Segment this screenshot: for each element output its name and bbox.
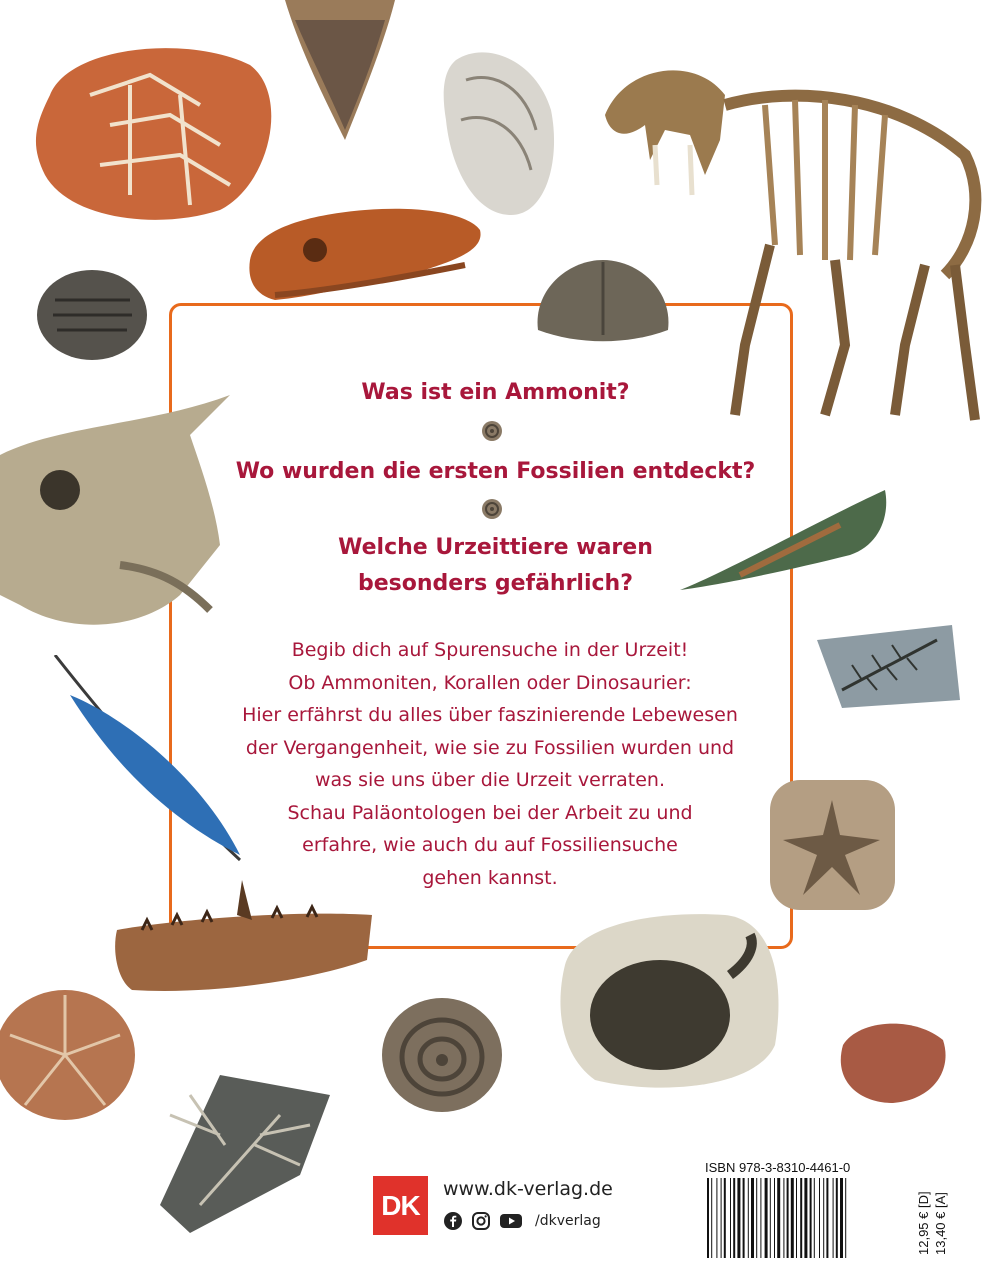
blurb-line: Schau Paläontologen bei der Arbeit zu und	[287, 801, 693, 824]
fern-fossil-image	[812, 620, 962, 710]
question-2: Wo wurden die ersten Fossilien entdeckt?	[235, 459, 756, 484]
ammonite-divider-icon	[481, 498, 503, 520]
price-block	[915, 1191, 949, 1255]
instagram-icon[interactable]	[471, 1211, 491, 1231]
question-3-line-2: besonders gefährlich?	[358, 571, 633, 596]
ammonite-image	[380, 995, 505, 1115]
shell-fossil-image	[436, 40, 561, 220]
rock-nodule-image	[833, 1015, 953, 1105]
dragonfly-fossil-image	[130, 1055, 345, 1235]
blurb-line: erfahre, wie auch du auf Fossiliensuche	[302, 834, 678, 856]
trilobite-image	[35, 265, 150, 365]
social-handle: /dkverlag	[535, 1213, 601, 1229]
social-links	[443, 1211, 601, 1231]
blurb-text	[180, 634, 800, 894]
turtle-fossil-image	[555, 905, 785, 1095]
blurb-line: der Vergangenheit, wie sie zu Fossilien wurden und	[245, 736, 735, 759]
barcode-image	[705, 1178, 905, 1258]
jaw-fossil-image	[112, 880, 377, 1000]
isbn-text: ISBN 978-3-8310-4461-0	[705, 1160, 851, 1175]
youtube-icon[interactable]	[499, 1211, 523, 1231]
sabertooth-skeleton-image	[595, 45, 991, 430]
blurb-line: Ob Ammoniten, Korallen oder Dinosaurier:	[288, 671, 692, 694]
blurb-line: was sie uns über die Urzeit verraten.	[315, 769, 665, 791]
brachiopod-image	[528, 250, 678, 345]
blurb-line: Begib dich auf Spurensuche in der Urzeit!	[291, 639, 689, 661]
dinosaur-skull-image	[245, 200, 485, 310]
dk-logo: DK	[373, 1176, 428, 1235]
shark-tooth-image	[285, 0, 395, 140]
ammonite-divider-icon	[481, 420, 503, 442]
facebook-icon[interactable]	[443, 1211, 463, 1231]
question-1: Was ist ein Ammonit?	[361, 380, 630, 405]
website-link[interactable]: www.dk-verlag.de	[443, 1178, 613, 1200]
fossil-slab-image	[30, 35, 280, 225]
price-austria: 13,40 € [A]	[933, 1192, 948, 1255]
blurb-line: Hier erfährst du alles über faszinierende Lebewesen	[242, 704, 738, 726]
price-germany: 12,95 € [D]	[916, 1191, 931, 1255]
sea-urchin-image	[0, 985, 140, 1125]
question-3-line-1: Welche Urzeittiere waren	[338, 535, 653, 560]
blurb-line: gehen kannst.	[422, 866, 558, 889]
